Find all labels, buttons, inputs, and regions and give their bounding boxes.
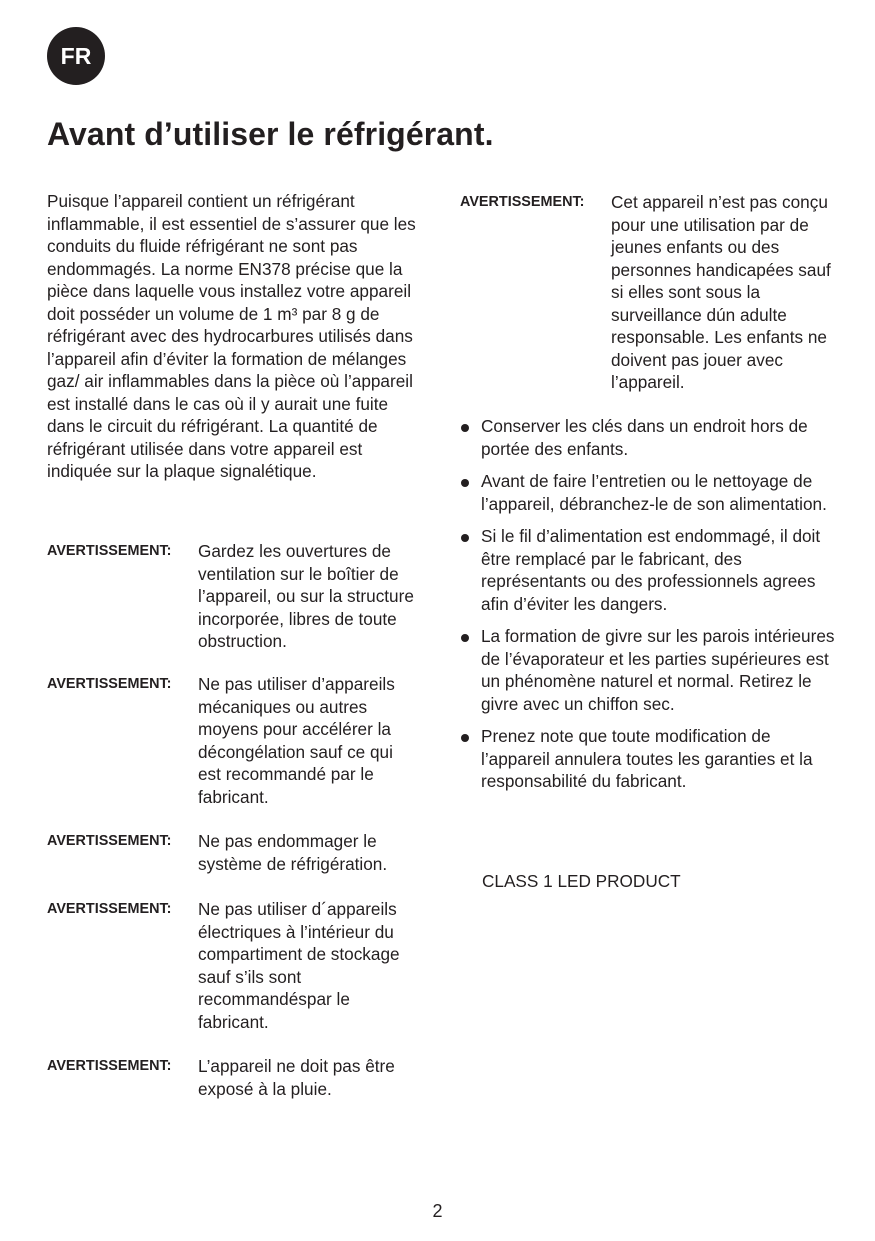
safety-bullet-list xyxy=(460,415,840,793)
bullet-text: Prenez note que toute modification de l’appareil annulera toutes les garanties et la responsabilité du fabricant. xyxy=(481,726,813,791)
page-title: Avant d’utiliser le réfrigérant. xyxy=(47,116,494,152)
bullet-text: La formation de givre sur les parois intérieures de l’évaporateur et les parties supérieures est un phénomène naturel et normal. Retirez le givre avec un chiffon sec. xyxy=(481,626,835,714)
class-led-notice: CLASS 1 LED PRODUCT xyxy=(482,871,681,891)
bullet-icon xyxy=(461,734,469,742)
list-item xyxy=(460,625,840,715)
list-item xyxy=(460,725,840,793)
warning-refrigeration-system xyxy=(47,830,420,875)
language-badge: FR xyxy=(47,27,105,85)
warning-electrical-appliances xyxy=(47,898,420,1033)
bullet-icon xyxy=(461,479,469,487)
list-item xyxy=(460,415,840,460)
warning-label: AVERTISSEMENT: xyxy=(47,543,172,559)
bullet-icon xyxy=(461,634,469,642)
bullet-text: Conserver les clés dans un endroit hors de portée des enfants. xyxy=(481,416,808,459)
warning-label: AVERTISSEMENT: xyxy=(47,676,172,692)
warning-label: AVERTISSEMENT: xyxy=(460,194,585,210)
warning-text: L’appareil ne doit pas être exposé à la pluie. xyxy=(198,1056,395,1099)
bullet-icon xyxy=(461,424,469,432)
warning-label: AVERTISSEMENT: xyxy=(47,833,172,849)
warning-label: AVERTISSEMENT: xyxy=(47,1058,172,1074)
bullet-text: Avant de faire l’entretien ou le nettoyage de l’appareil, débranchez-le de son alimentation. xyxy=(481,471,827,514)
warning-label: AVERTISSEMENT: xyxy=(47,901,172,917)
bullet-icon xyxy=(461,534,469,542)
warning-text: Ne pas endommager le système de réfrigération. xyxy=(198,831,388,874)
list-item xyxy=(460,470,840,515)
warning-defrost xyxy=(47,673,420,808)
warning-text: Ne pas utiliser d’appareils mécaniques ou autres moyens pour accélérer la décongélation sauf ce qui est recommandé par le fabricant. xyxy=(198,674,395,807)
warning-text: Gardez les ouvertures de ventilation sur le boîtier de l’appareil, ou sur la structure incorporée, libres de toute obstruction. xyxy=(198,541,414,651)
warning-rain xyxy=(47,1055,420,1100)
bullet-text: Si le fil d’alimentation est endommagé, il doit être remplacé par le fabricant, des représentants ou des professionnels agrees afin d’éviter les dangers. xyxy=(481,526,821,614)
warning-children xyxy=(460,191,833,394)
warning-text: Cet appareil n’est pas conçu pour une utilisation par de jeunes enfants ou des personnes handicapées sauf si elles sont sous la surveillance dún adulte responsable. Les enfants ne doivent pas jouer avec l’appareil. xyxy=(611,192,831,392)
list-item xyxy=(460,525,840,615)
page-number: 2 xyxy=(432,1201,443,1221)
warning-text: Ne pas utiliser d´appareils électriques à l’intérieur du compartiment de stockage sauf s’ils sont recommandéspar le fabricant. xyxy=(198,899,400,1032)
intro-paragraph: Puisque l’appareil contient un réfrigérant inflammable, il est essentiel de s’assurer que les conduits du fluide réfrigérant ne sont pas endommagés. La norme EN378 précise que la pièce dans laquelle vous installez votre appareil doit posséder un volume de 1 m³ par 8 g de réfrigérant avec des hydrocarbures utilisés dans l’appareil afin d’éviter la formation de mélanges gaz/ air inflammables dans la pièce où l’appareil est installé dans le cas où il y aurait une fuite dans le circuit du réfrigérant. La quantité de réfrigérant utilisée dans votre appareil est indiquée sur la plaque signalétique. xyxy=(47,191,416,481)
warning-ventilation xyxy=(47,540,420,653)
